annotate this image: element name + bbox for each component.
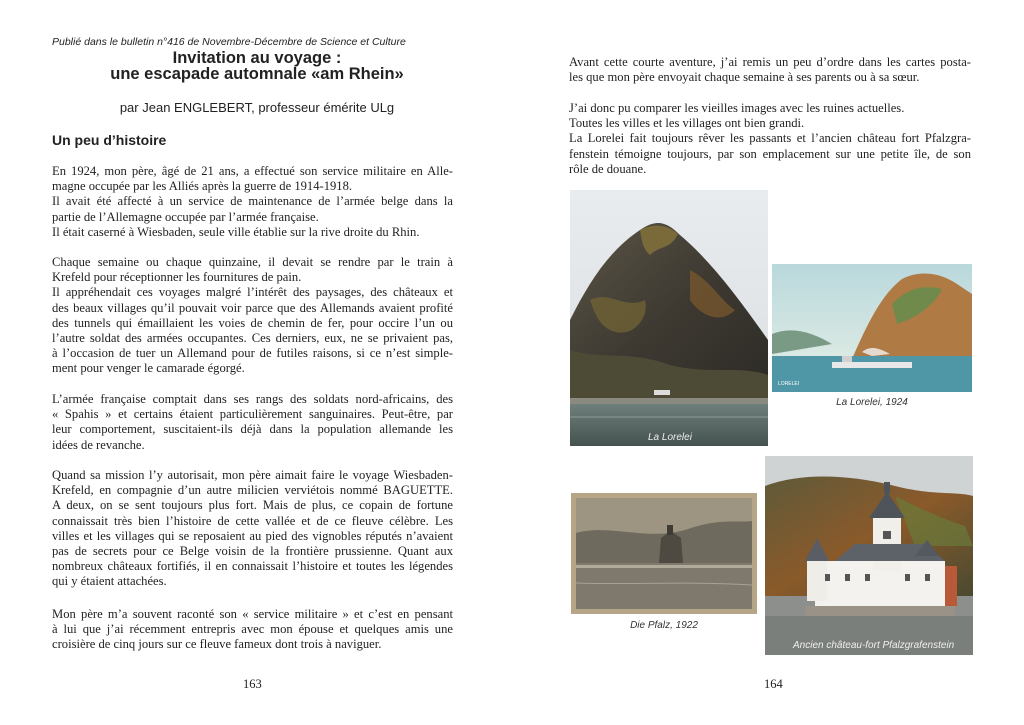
lorelei-1924-caption: La Lorelei, 1924 bbox=[836, 397, 908, 408]
text-line: connaissait très bien l’histoire de cette vallée et de ce fleuve célèbre. Les bbox=[52, 513, 453, 528]
pfalzgrafenstein-photo bbox=[765, 456, 973, 655]
text-line: partie de l’Allemagne occupée par l’armée française. bbox=[52, 209, 319, 224]
right-paragraph-1 bbox=[569, 55, 971, 85]
paragraph-4 bbox=[52, 468, 453, 590]
text-line: L’armée française comptait dans ses rangs des soldats nord-africains, des bbox=[52, 392, 453, 406]
text-line: idées de revanche. bbox=[52, 437, 145, 452]
text-line: Il était caserné à Wiesbaden, seule ville établie sur la rive droite du Rhin. bbox=[52, 224, 420, 239]
text-line: à lui que j’ai récemment entrepris avec mon épouse et quelques amis une bbox=[52, 622, 453, 637]
text-line: pas de secrets pour ce Belge voisin de la frontière prussienne. Quant aux bbox=[52, 544, 453, 559]
text-line: Krefeld, en compagnie d’un autre milicien verviétois nommé BAGUETTE. bbox=[52, 483, 453, 498]
pfalzgrafenstein-image bbox=[765, 456, 973, 655]
paragraph-2 bbox=[52, 255, 453, 377]
right-paragraph-2 bbox=[569, 101, 971, 177]
right-page bbox=[512, 0, 1024, 725]
text-line: Krefeld pour réceptionner les fournitures de pain. bbox=[52, 270, 302, 285]
text-line: ment pour venger le camarade égorgé. bbox=[52, 361, 245, 376]
text-line: J’ai donc pu comparer les vieilles images avec les ruines actuelles. bbox=[569, 101, 905, 115]
text-line: Il avait été affecté à un service de maintenance de l’armée belge dans la bbox=[52, 194, 453, 209]
postcard-label: LORELEI bbox=[778, 381, 800, 387]
title-line-2: une escapade automnale «am Rhein» bbox=[110, 64, 404, 83]
text-line: villes et les villages qui se reposaient au pied des vignobles réputés n’avaient bbox=[52, 528, 453, 543]
pfalz-1922-caption: Die Pfalz, 1922 bbox=[630, 620, 698, 631]
title-line-1: Invitation au voyage : bbox=[172, 49, 342, 67]
text-line: des beaux villages qu’il pouvait voir parce que des Allemands avaient profité bbox=[52, 300, 453, 315]
pfalzgrafenstein-caption: Ancien château-fort Pfalzgrafenstein bbox=[793, 640, 955, 651]
text-line: La Lorelei fait toujours rêver les passants et l’ancien château fort Pfalzgra- bbox=[569, 131, 971, 146]
paragraph-3 bbox=[52, 392, 453, 453]
author-line: par Jean ENGLEBERT, professeur émérite ULg bbox=[119, 100, 395, 115]
lorelei-photo-image bbox=[570, 190, 768, 446]
text-line: Quand sa mission l’y autorisait, mon père aimait faire le voyage Wiesbaden- bbox=[52, 468, 453, 482]
paragraph-5 bbox=[52, 607, 453, 653]
text-line: croisière de cinq jours sur ce fleuve fameux dont trois à naviguer. bbox=[52, 637, 382, 652]
text-line: magne occupée par les Alliés après la guerre de 1914-1918. bbox=[52, 179, 353, 194]
text-line: fenstein témoigne toujours, par son emplacement sur une petite île, de son bbox=[569, 146, 971, 161]
text-line: Avant cette courte aventure, j’ai remis un peu d’ordre dans les cartes posta- bbox=[569, 55, 971, 69]
text-line: les que mon père envoyait chaque semaine à ses parents ou à sa sœur. bbox=[569, 70, 920, 85]
publication-note: Publié dans le bulletin n°416 de Novembre-Décembre de Science et Culture bbox=[52, 36, 406, 48]
pfalz-postcard-image bbox=[571, 493, 757, 614]
page-number-right: 164 bbox=[764, 677, 783, 691]
pfalz-1922-postcard bbox=[571, 493, 757, 614]
text-line: Toutes les villes et les villages ont bien grandi. bbox=[569, 116, 805, 131]
text-line: Mon père m’a souvent raconté son « service militaire » et c’est en pensant bbox=[52, 607, 453, 621]
lorelei-photo-caption: La Lorelei bbox=[648, 432, 692, 443]
text-line: qui y étaient attachées. bbox=[52, 574, 167, 589]
text-line: leur comportement, suscitaient-ils déjà dans la population allemande les bbox=[52, 422, 453, 437]
text-line: l’autre soldat des armées occupantes. Ces derniers, eux, ne se privaient pas, bbox=[52, 331, 453, 346]
paragraph-1 bbox=[52, 164, 453, 240]
article-title bbox=[52, 51, 462, 82]
text-line: « Spahis » et certains étaient particulièrement sanguinaires. Peut-être, par bbox=[52, 407, 453, 422]
text-line: nombreux châteaux fortifiés, il en connaissait l’histoire et toutes les légendes bbox=[52, 559, 453, 574]
text-line: rôle de douane. bbox=[569, 161, 647, 176]
lorelei-postcard-image bbox=[772, 264, 972, 392]
text-line: des tunnels qui émaillaient les voies de chemin de fer, pour occire l’un ou bbox=[52, 315, 453, 330]
page-number-left: 163 bbox=[243, 677, 262, 691]
section-heading: Un peu d’histoire bbox=[52, 132, 167, 148]
lorelei-1924-postcard bbox=[772, 264, 972, 392]
lorelei-photo bbox=[570, 190, 768, 446]
text-line: à l’occasion de tuer un Allemand pour de futiles raisons, si ce n’est simple- bbox=[52, 346, 453, 361]
text-line: Il appréhendait ces voyages malgré l’intérêt des paysages, des châteaux et bbox=[52, 285, 453, 300]
text-line: Chaque semaine ou chaque quinzaine, il devait se rendre par le train à bbox=[52, 255, 453, 269]
text-line: A deux, on se sent toujours plus fort. Mais de plus, ce copain de fortune bbox=[52, 498, 453, 513]
text-line: En 1924, mon père, âgé de 21 ans, a effectué son service militaire en Alle- bbox=[52, 164, 453, 178]
